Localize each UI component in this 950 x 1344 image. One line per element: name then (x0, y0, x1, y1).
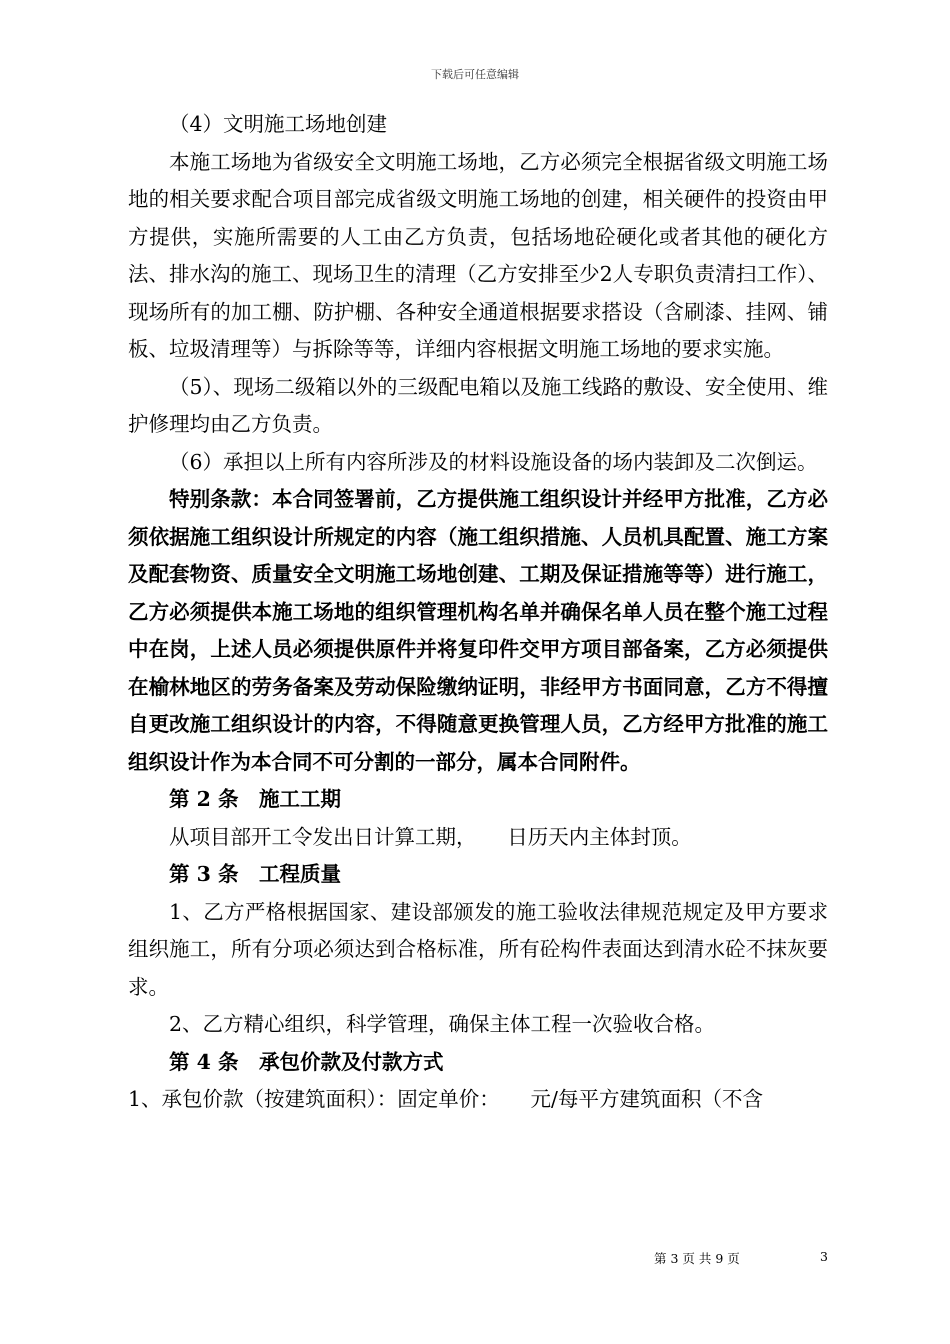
paragraph-material-handling: （6）承担以上所有内容所涉及的材料设施设备的场内装卸及二次倒运。 (169, 449, 818, 474)
article-2-heading: 第 2 条 施工工期 (169, 787, 342, 811)
paragraph-special-clause: 特别条款：本合同签署前，乙方提供施工组织设计并经甲方批准，乙方必须依据施工组织设计所规定的内容（施工组织措施、人员机具配置、施工方案及配套物资、质量安全文明施工场地创建、工期及保证措施等等）进行施工，乙方必须提供本施工场地的组织管理机构名单并确保名单人员在整个施工过程中在岗，上述人员必须提供原件并将复印件交甲方项目部备案，乙方必须提供在榆林地区的劳务备案及劳动保险缴纳证明，非经甲方书面同意，乙方不得擅自更改施工组织设计的内容，不得随意更换管理人员，乙方经甲方批准的施工组织设计作为本合同不可分割的一部分，属本合同附件。 (128, 487, 828, 774)
paragraph-distribution-box: （5）、现场二级箱以外的三级配电箱以及施工线路的敷设、安全使用、维护修理均由乙方负责。 (128, 374, 828, 436)
paragraph-quality-1: 1、乙方严格根据国家、建设部颁发的施工验收法律规范规定及甲方要求组织施工，所有分项必须达到合格标准，所有砼构件表面达到清水砼不抹灰要求。 (128, 899, 828, 999)
article-4-heading: 第 4 条 承包价款及付款方式 (169, 1049, 444, 1074)
article-3-heading: 第 3 条 工程质量 (169, 862, 342, 886)
page-number: 3 (820, 1249, 828, 1264)
page-count-label: 第 3 页 共 9 页 (654, 1251, 740, 1266)
paragraph-civilized-site: （4）文明施工场地创建 (169, 112, 388, 136)
paragraph-quality-2: 2、乙方精心组织，科学管理，确保主体工程一次验收合格。 (169, 1012, 716, 1036)
paragraph-site-requirements: 本施工场地为省级安全文明施工场地，乙方必须完全根据省级文明施工场地的相关要求配合项目部完成省级文明施工场地的创建，相关硬件的投资由甲方提供，实施所需要的人工由乙方负责，包括场地砼硬化或者其他的硬化方法、排水沟的施工、现场卫生的清理（乙方安排至少2人专职负责清扫工作）、现场所有的加工棚、防护棚、各种安全通道根据要求搭设（含刷漆、挂网、铺板、垃圾清理等）与拆除等等，详细内容根据文明施工场地的要求实施。 (128, 149, 828, 361)
document-body (128, 106, 828, 1119)
paragraph-construction-period: 从项目部开工令发出日计算工期， 日历天内主体封顶。 (169, 824, 692, 849)
page-header: 下载后可任意编辑 (431, 68, 519, 81)
paragraph-contract-price: 1、承包价款（按建筑面积）：固定单价： 元/每平方建筑面积（不含 (128, 1087, 763, 1111)
